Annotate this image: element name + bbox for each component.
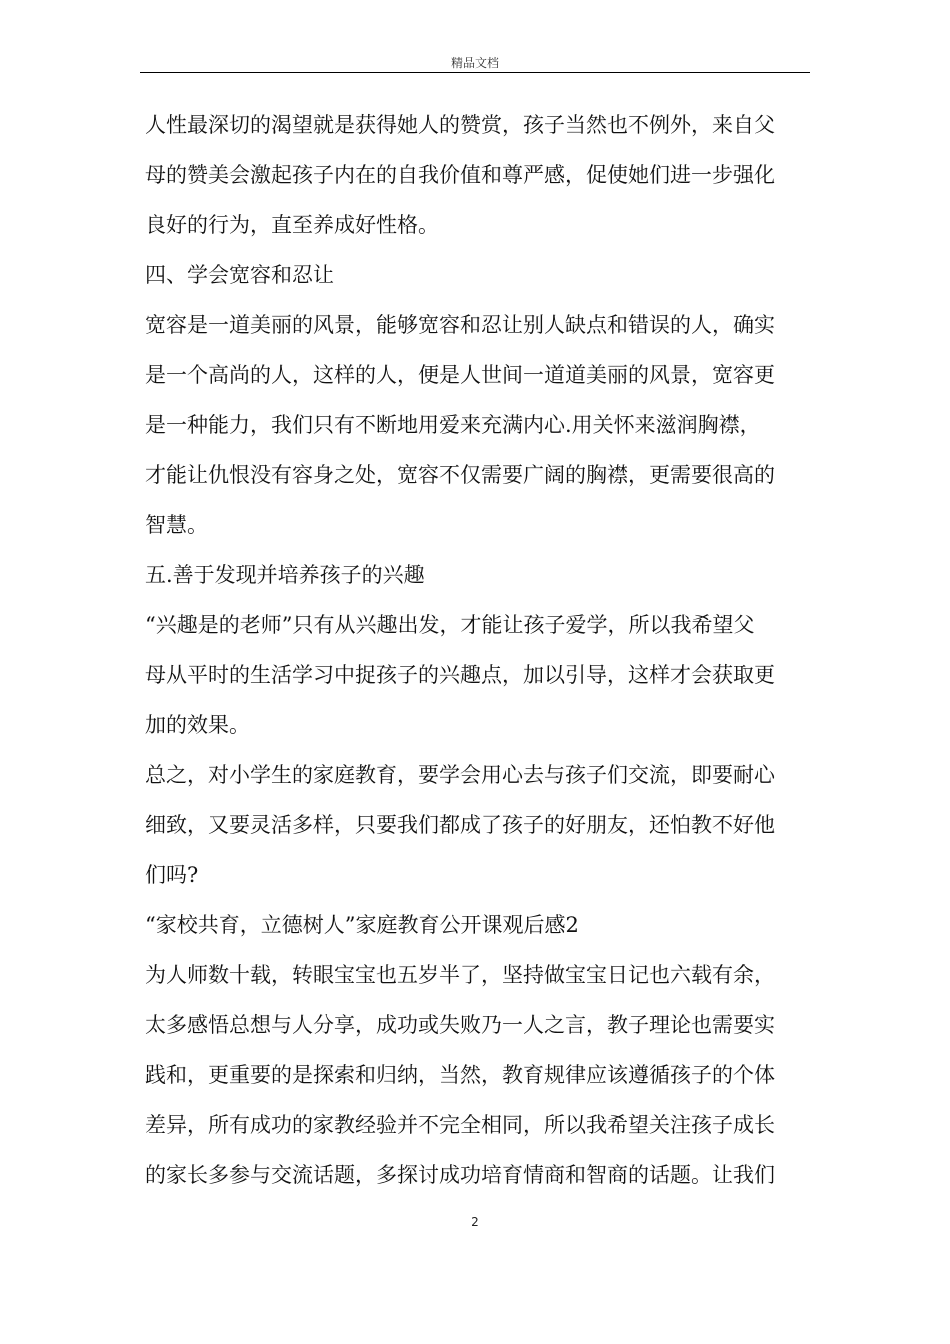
text-line: 是一种能力，我们只有不断地用爱来充满内心.用关怀来滋润胸襟， — [145, 413, 761, 437]
text-line: 良好的行为，直至养成好性格。 — [145, 213, 439, 237]
text-line: 才能让仇恨没有容身之处，宽容不仅需要广阔的胸襟，更需要很高的 — [145, 463, 775, 487]
text-line: 宽容是一道美丽的风景，能够宽容和忍让别人缺点和错误的人，确实 — [145, 313, 775, 337]
text-line: 的家长多参与交流话题，多探讨成功培育情商和智商的话题。让我们 — [145, 1163, 775, 1187]
section-heading: 四、学会宽容和忍让 — [145, 263, 334, 287]
text-line: 智慧。 — [145, 513, 208, 537]
text-line: 人性最深切的渴望就是获得她人的赞赏，孩子当然也不例外，来自父 — [145, 113, 775, 137]
document-body — [145, 100, 815, 1200]
text-line: 母的赞美会激起孩子内在的自我价值和尊严感，促使她们进一步强化 — [145, 163, 775, 187]
page-number: 2 — [471, 1215, 479, 1229]
page-header-title: 精品文档 — [450, 56, 499, 70]
text-line: 总之，对小学生的家庭教育，要学会用心去与孩子们交流，即要耐心 — [145, 763, 775, 787]
text-line: 母从平时的生活学习中捉孩子的兴趣点，加以引导，这样才会获取更 — [145, 663, 775, 687]
text-line: “兴趣是的老师”只有从兴趣出发，才能让孩子爱学，所以我希望父 — [145, 613, 755, 637]
header-divider — [140, 72, 810, 73]
text-line: 为人师数十载，转眼宝宝也五岁半了，坚持做宝宝日记也六载有余， — [145, 963, 775, 987]
text-line: 是一个高尚的人，这样的人，便是人世间一道道美丽的风景，宽容更 — [145, 363, 775, 387]
text-line: 细致，又要灵活多样，只要我们都成了孩子的好朋友，还怕教不好他 — [145, 813, 775, 837]
section-heading: 五.善于发现并培养孩子的兴趣 — [145, 563, 425, 587]
text-line: 践和，更重要的是探索和归纳，当然，教育规律应该遵循孩子的个体 — [145, 1063, 775, 1087]
article-title: “家校共育，立德树人”家庭教育公开课观后感2 — [145, 913, 579, 937]
text-line: 们吗? — [145, 863, 199, 887]
text-line: 太多感悟总想与人分享，成功或失败乃一人之言，教子理论也需要实 — [145, 1013, 775, 1037]
text-line: 加的效果。 — [145, 713, 250, 737]
text-line: 差异，所有成功的家教经验并不完全相同，所以我希望关注孩子成长 — [145, 1113, 775, 1137]
